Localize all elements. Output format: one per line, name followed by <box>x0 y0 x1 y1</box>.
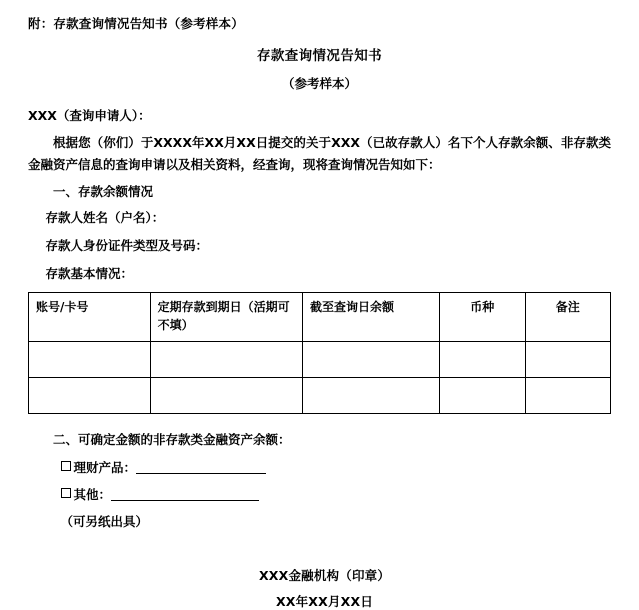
table-header-row <box>29 292 611 341</box>
table-header-maturity: 定期存款到期日（活期可不填） <box>150 292 302 341</box>
note-text: （可另纸出具） <box>60 513 149 529</box>
field-depositor-name: 存款人姓名（户名）： <box>45 209 165 225</box>
table-cell-currency <box>440 341 525 377</box>
section-one-title: 一、存款余额情况 <box>53 183 154 199</box>
table-cell-maturity <box>150 377 302 413</box>
signature-date: XX年XX月XX日 <box>275 593 374 609</box>
table-header-balance: 截至查询日余额 <box>303 292 440 341</box>
field-depositor-id: 存款人身份证件类型及号码： <box>45 237 209 253</box>
attachment-line: 附：存款查询情况告知书（参考样本） <box>28 16 244 31</box>
table-header-account: 账号/卡号 <box>29 292 151 341</box>
page-subtitle: （参考样本） <box>281 76 357 91</box>
fill-rule <box>136 462 266 474</box>
table-cell-remark <box>525 377 610 413</box>
table-cell-account <box>29 377 151 413</box>
table-cell-maturity <box>150 341 302 377</box>
field-deposit-basic: 存款基本情况： <box>45 265 134 281</box>
table-cell-balance <box>303 377 440 413</box>
fill-rule <box>111 489 259 501</box>
checkbox-icon[interactable] <box>61 488 71 498</box>
table-cell-balance <box>303 341 440 377</box>
signature-block <box>28 566 611 610</box>
table-cell-currency <box>440 377 525 413</box>
checkbox-label-other: 其他： <box>73 486 112 502</box>
table-header-remark: 备注 <box>525 292 610 341</box>
deposit-table <box>28 292 611 414</box>
section-two-title: 二、可确定金额的非存款类金融资产余额： <box>53 431 291 447</box>
table-cell-remark <box>525 341 610 377</box>
checkbox-line-other <box>28 485 611 503</box>
checkbox-icon[interactable] <box>61 461 71 471</box>
salutation: XXX（查询申请人）： <box>28 108 151 123</box>
table-row <box>29 377 611 413</box>
table-header-currency: 币种 <box>440 292 525 341</box>
page-title: 存款查询情况告知书 <box>256 48 383 64</box>
checkbox-line-wealth-product <box>28 458 611 476</box>
intro-paragraph: 根据您（你们）于XXXX年XX月XX日提交的关于XXX（已故存款人）名下个人存款余额、非存款类金融资产信息的查询申请以及相关资料，经查询，现将查询情况告知如下： <box>28 135 611 172</box>
signature-organization: XXX金融机构（印章） <box>258 567 391 583</box>
table-cell-account <box>29 341 151 377</box>
checkbox-label-wealth-product: 理财产品： <box>73 459 137 475</box>
table-row <box>29 341 611 377</box>
